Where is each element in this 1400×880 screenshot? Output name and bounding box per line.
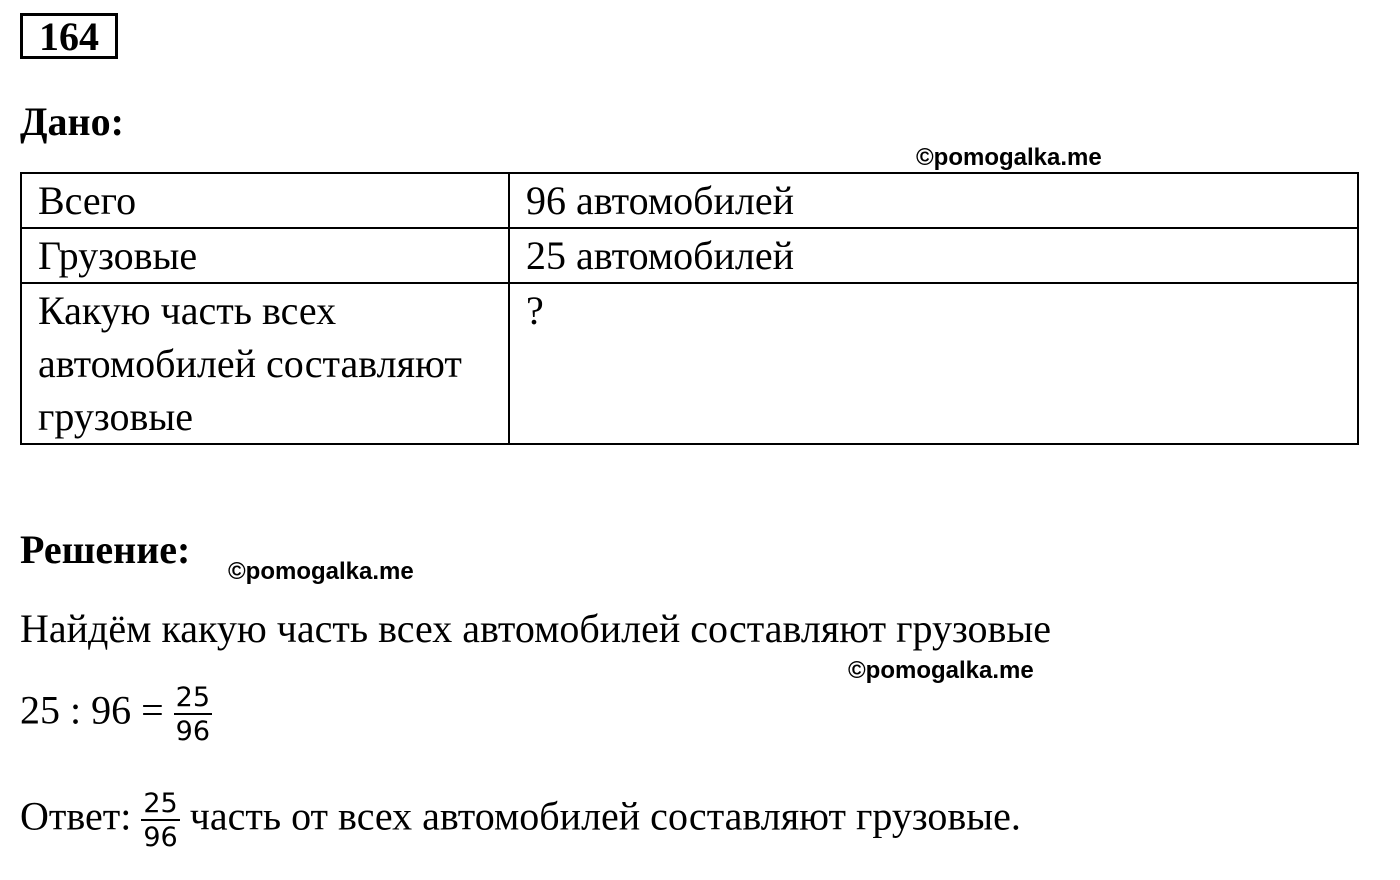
fraction-numerator: 25	[175, 682, 211, 713]
fraction-denominator: 96	[143, 822, 178, 853]
fraction-numerator: 25	[143, 788, 178, 819]
solution-fraction	[174, 684, 212, 745]
watermark-3: ©pomogalka.me	[848, 657, 1034, 684]
solution-heading: Решение:	[20, 527, 191, 572]
answer-line	[20, 790, 1021, 851]
watermark-2: ©pomogalka.me	[228, 558, 414, 585]
table-cell-value: 25 автомобилей	[509, 228, 1358, 283]
solution-expression: 25 : 96 =	[20, 687, 164, 733]
table-row	[21, 228, 1358, 283]
answer-prefix: Ответ:	[20, 793, 132, 839]
table-cell-label: Грузовые	[21, 228, 509, 283]
table-cell-label: Всего	[21, 173, 509, 228]
fraction-denominator: 96	[175, 716, 211, 747]
given-table	[20, 172, 1359, 445]
solution-equation	[20, 684, 212, 745]
table-cell-value: ?	[509, 283, 1358, 444]
answer-suffix: часть от всех автомобилей составляют грузовые.	[189, 793, 1021, 839]
table-row	[21, 173, 1358, 228]
solution-intro: Найдём какую часть всех автомобилей составляют грузовые	[20, 606, 1052, 651]
problem-number: 164	[20, 13, 118, 59]
table-cell-value: 96 автомобилей	[509, 173, 1358, 228]
table-row	[21, 283, 1358, 444]
table-cell-label: Какую часть всех автомобилей составляют грузовые	[21, 283, 509, 444]
given-heading: Дано:	[20, 99, 124, 144]
answer-fraction	[141, 790, 179, 851]
watermark-1: ©pomogalka.me	[916, 144, 1102, 171]
